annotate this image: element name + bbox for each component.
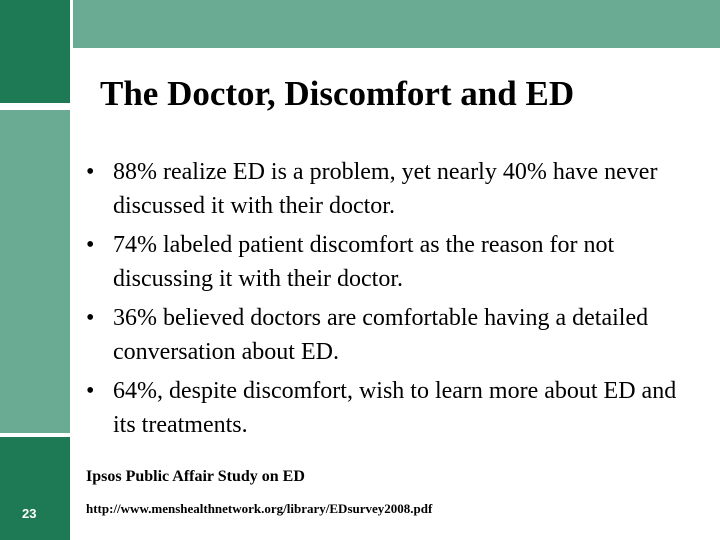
slide-title: The Doctor, Discomfort and ED [100,74,575,113]
bullet-dot: • [86,378,95,404]
bullet-dot: • [86,232,95,258]
decor-block-top-right [73,0,720,48]
bullet-item [84,228,694,296]
decor-block-top-left [0,0,70,103]
bullet-text: 36% believed doctors are comfortable having a detailed conversation about ED. [113,305,649,365]
bullet-text: 64%, despite discomfort, wish to learn more about ED and its treatments. [113,378,677,438]
source-citation: Ipsos Public Affair Study on ED [86,468,305,485]
source-url[interactable]: http://www.menshealthnetwork.org/library/EDsurvey2008.pdf [86,501,433,516]
bullet-list [84,155,694,447]
bullet-item [84,155,694,223]
bullet-item [84,301,694,369]
bullet-dot: • [86,305,95,331]
bullet-text: 74% labeled patient discomfort as the reason for not discussing it with their doctor. [113,232,615,292]
decor-block-left-mid [0,110,70,433]
bullet-dot: • [86,159,95,185]
bullet-text: 88% realize ED is a problem, yet nearly 40% have never discussed it with their doctor. [113,159,658,219]
bullet-item [84,374,694,442]
slide-number: 23 [22,506,37,521]
decor-block-left-low [0,437,70,540]
